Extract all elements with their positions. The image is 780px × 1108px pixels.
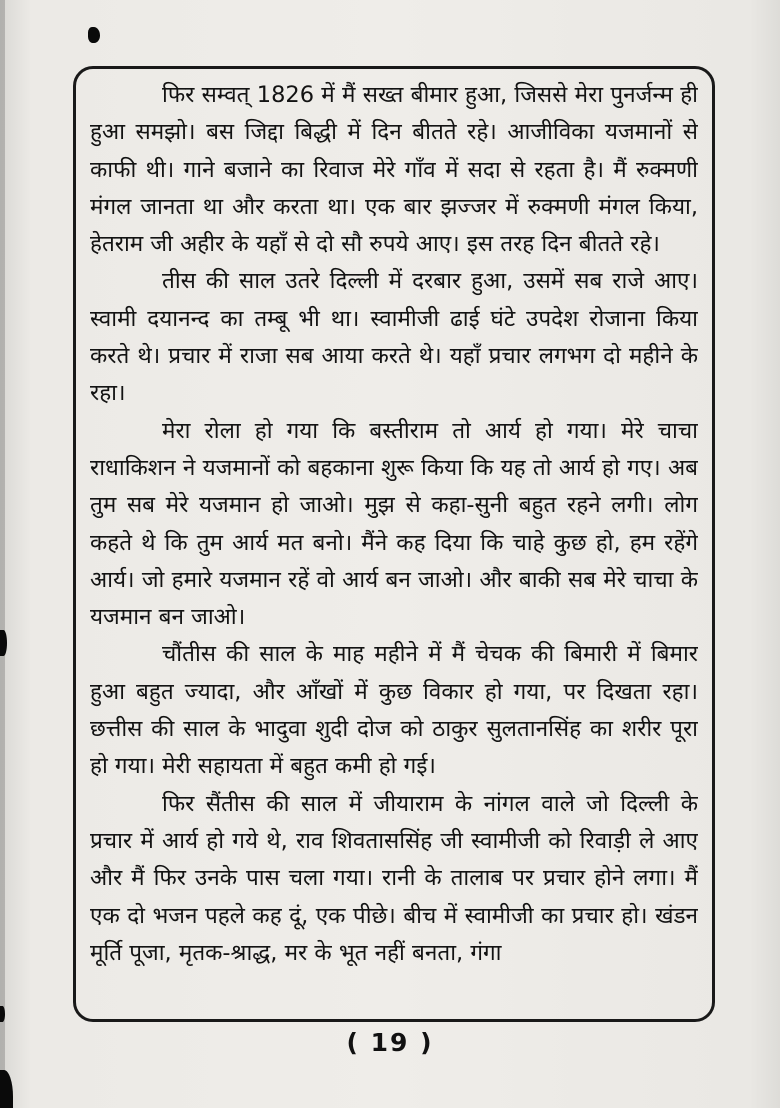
paragraph-3: मेरा रोला हो गया कि बस्तीराम तो आर्य हो गया। मेरे चाचा राधाकिशन ने यजमानों को बहकाना शुरू किया कि यह तो आर्य हो गए। अब तुम सब मेरे यजमान हो जाओ। मुझ से कहा-सुनी बहुत रहने लगी। लोग कहते थे कि तुम आर्य मत बनो। मैंने कह दिया कि चाहे कुछ हो, हम रहेंगे आर्य। जो हमारे यजमान रहें वो आर्य बन जाओ। और बाकी सब मेरे चाचा के यजमान बन जाओ। — [90, 417, 698, 631]
page-border-box — [73, 66, 715, 1022]
scan-artifact — [88, 27, 100, 43]
scan-artifact — [0, 1006, 5, 1022]
scan-artifact — [0, 630, 7, 656]
paragraph-4: चौंतीस की साल के माह महीने में मैं चेचक की बिमारी में बिमार हुआ बहुत ज्यादा, और आँखों में कुछ विकार हो गया, पर दिखता रहा। छत्तीस की साल के भादुवा शुदी दोज को ठाकुर सुलतानसिंह का शरीर पूरा हो गया। मेरी सहायता में बहुत कमी हो गई। — [90, 641, 698, 780]
paragraph-2: तीस की साल उतरे दिल्ली में दरबार हुआ, उसमें सब राजे आए। स्वामी दयानन्द का तम्बू भी था। स्वामीजी ढाई घंटे उपदेश रोजाना किया करते थे। प्रचार में राजा सब आया करते थे। यहाँ प्रचार लगभग दो महीने के रहा। — [90, 268, 698, 407]
paragraph-1: फिर सम्वत् 1826 में मैं सख्त बीमार हुआ, जिससे मेरा पुनर्जन्म ही हुआ समझो। बस जिद्दा बिद्धी में दिन बीतते रहे। आजीविका यजमानों से काफी थी। गाने बजाने का रिवाज मेरे गाँव में सदा से रहता है। मैं रुक्मणी मंगल जानता था और करता था। एक बार झज्जर में रुक्मणी मंगल किया, हेतराम जी अहीर के यहाँ से दो सौ रुपये आए। इस तरह दिन बीतते रहे। — [90, 82, 698, 258]
scan-artifact — [0, 1070, 13, 1108]
scan-edge-shadow — [0, 0, 5, 1108]
paragraph-5: फिर सैंतीस की साल में जीयाराम के नांगल वाले जो दिल्ली के प्रचार में आर्य हो गये थे, राव शिवताससिंह जी स्वामीजी को रिवाड़ी ले आए और मैं फिर उनके पास चला गया। रानी के तालाब पर प्रचार होने लगा। मैं एक दो भजन पहले कह दूं, एक पीछे। बीच में स्वामीजी का प्रचार हो। खंडन मूर्ति पूजा, मृतक-श्राद्ध, मर के भूत नहीं बनता, गंगा — [90, 790, 698, 966]
body-text — [90, 77, 698, 1011]
page-number: ( 19 ) — [346, 1028, 434, 1057]
